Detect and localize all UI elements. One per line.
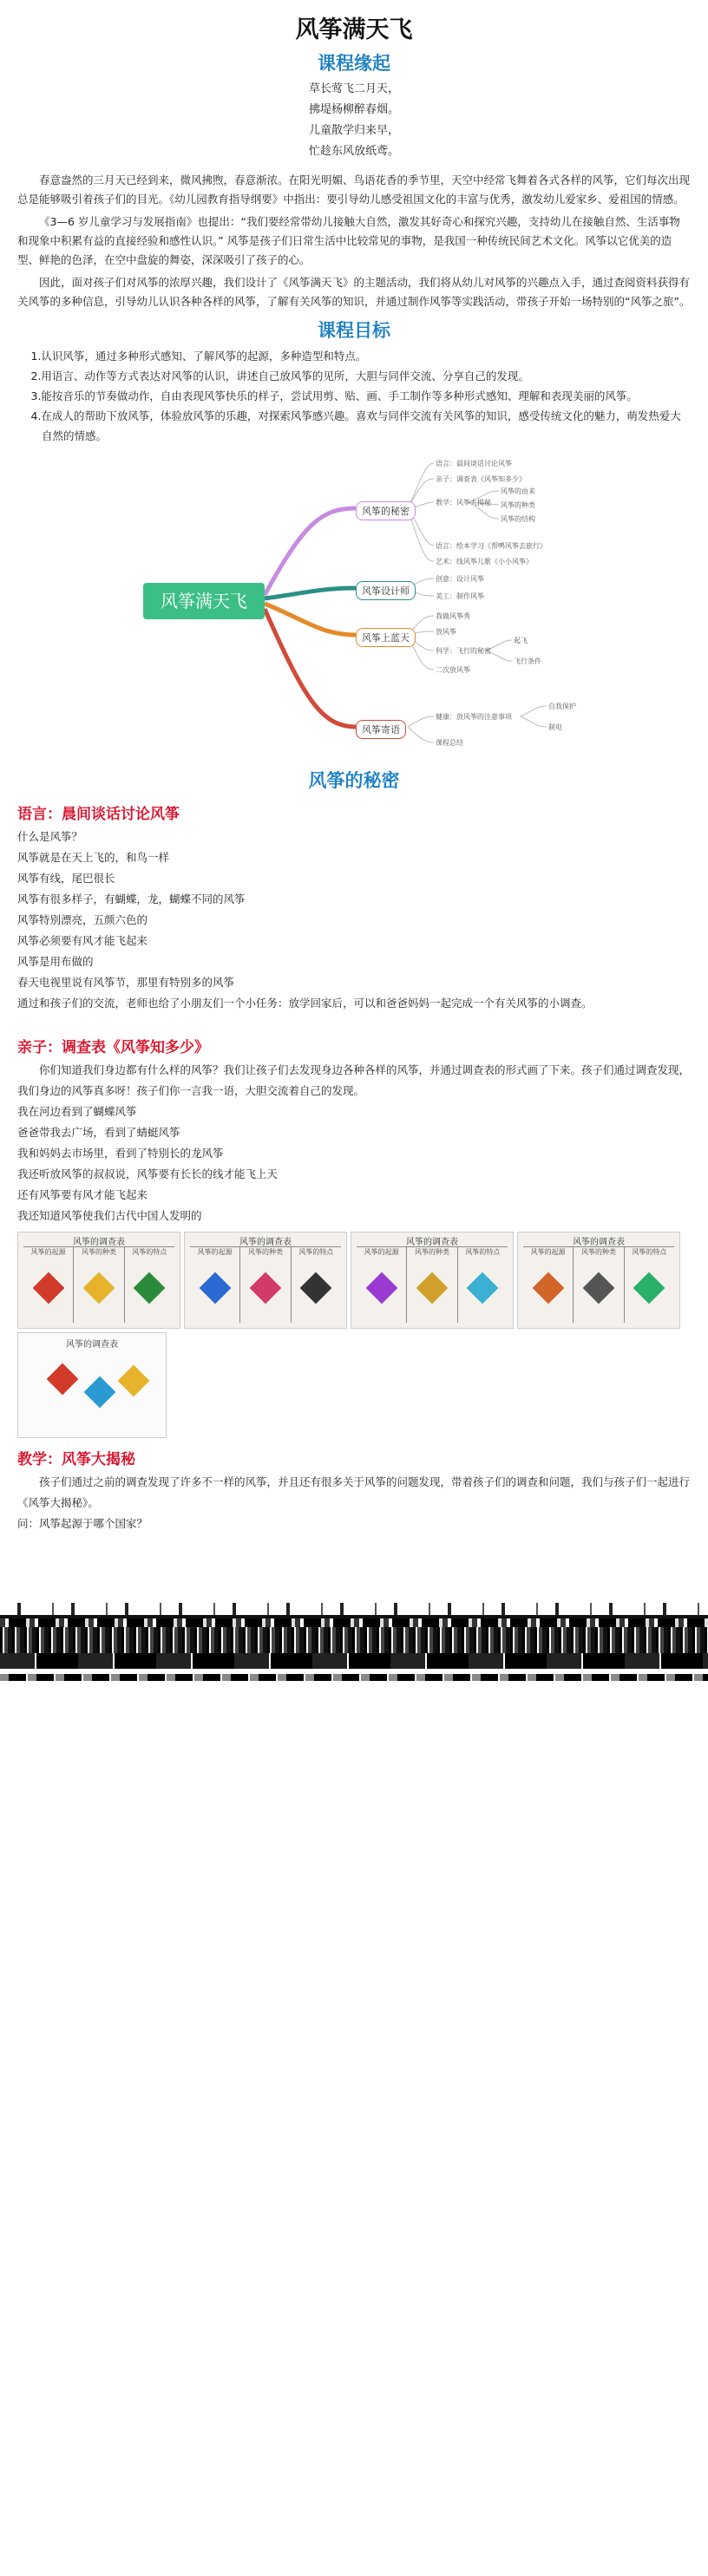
goals-heading: 课程目标 [318,320,390,341]
kite-drawing [532,1272,564,1304]
poem-line: 儿童散学归来早， [308,124,399,137]
survey-photo-row [17,1232,691,1329]
talk-line: 春天电视里说有风筝节，那里有特别多的风筝 [17,976,235,989]
survey-photo-title: 风筝的调查表 [73,1238,125,1247]
kite-drawing [134,1272,166,1304]
talk-line: 风筝就是在天上飞的，和鸟一样 [17,851,170,864]
mindmap-leaf: 飞行条件 [514,657,541,665]
survey-col [23,1247,73,1323]
talk-line: 风筝是用布做的 [17,955,94,968]
survey-col [457,1247,508,1323]
survey-col-label: 风筝的特点 [632,1248,667,1256]
mindmap-leaf: 课程总结 [436,739,463,747]
origin-heading: 课程缘起 [318,53,390,74]
survey-photo-title: 风筝的调查表 [573,1238,625,1247]
survey-col [624,1247,674,1323]
poem-line: 忙趁东风放纸鸢。 [308,145,399,158]
teach-question: 问：风筝起源于哪个国家？ [17,1517,148,1530]
mindmap-leaf: 自我保护 [548,703,576,710]
survey-line: 我在河边看到了蝴蝶风筝 [17,1105,137,1118]
kite-drawing [199,1272,231,1304]
mindmap-leaf: 我做风筝秀 [436,612,470,620]
survey-col-label: 风筝的起源 [364,1248,399,1256]
mindmap-leaf: 起飞 [514,637,528,644]
mindmap-leaf: 语言：晨间谈话讨论风筝 [436,460,512,467]
talk-heading: 语言：晨间谈话讨论风筝 [17,806,180,823]
survey-photo-title: 风筝的调查表 [66,1340,118,1350]
mindmap-leaf: 健康：放风筝的注意事项 [436,713,512,721]
survey-col [291,1247,341,1323]
survey-intro: 你们知道我们身边都有什么样的风筝？我们让孩子们去发现身边各种各样的风筝，并通过调查表的形式画了下来。孩子们通过调查发现，我们身边的风筝真多呀！孩子们你一言我一语，大胆交流着自己的发现。 [17,1063,691,1097]
poem-line: 拂堤杨柳醉春烟。 [308,103,399,116]
goal-item: 1.认识风筝，通过多种形式感知、了解风筝的起源，多种造型和特点。 [30,350,367,363]
talk-line: 风筝有很多样子，有蝴蝶，龙，蝴蝶不同的风筝 [17,892,246,906]
survey-col [190,1247,239,1323]
survey-photo-title: 风筝的调查表 [239,1238,292,1247]
survey-col-label: 风筝的起源 [197,1248,233,1256]
survey-col-label: 风筝的种类 [580,1248,616,1256]
mindmap-leaf: 创意：设计风筝 [436,575,484,583]
survey-table [23,1246,174,1323]
survey-photo-extra [17,1332,167,1438]
mindmap-leaf: 二次放风筝 [436,666,470,674]
survey-col-label: 风筝的特点 [298,1248,334,1256]
survey-col-label: 风筝的特点 [132,1248,167,1256]
origin-paragraph: 因此，面对孩子们对风筝的浓厚兴趣，我们设计了《风筝满天飞》的主题活动，我们将从幼儿对风筝的兴趣点入手，通过查阅资料获得有关风筝的多种信息，引导幼儿认识各种各样的风筝，了解有关风筝的知识，并通过制作风筝等实践活动，带孩子开始一场特别的“风筝之旅”。 [17,276,691,308]
survey-col [357,1247,406,1323]
poem [0,79,708,162]
talk-line: 通过和孩子们的交流，老师也给了小朋友们一个小任务：放学回家后，可以和爸爸妈妈一起完成一个有关风筝的小调查。 [17,997,593,1010]
talk-line: 风筝有线，尾巴很长 [17,872,115,885]
poem-line: 草长莺飞二月天， [308,82,399,95]
goal-item: 2.用语言、动作等方式表达对风筝的认识，讲述自己放风筝的见所，大胆与同伴交流、分享自己的发现。 [30,369,529,382]
survey-line: 爸爸带我去广场，看到了蜻蜓风筝 [17,1126,180,1139]
origin-paragraph: 春意盎然的三月天已经到来，微风拂煦，春意渐浓。在阳光明媚、鸟语花香的季节里，天空中经常飞舞着各式各样的风筝，它们每次出现总是能够吸引着孩子们的目光。《幼儿园教育指导纲要》中指出：要引导幼儿感受祖国文化的丰富与优秀，激发幼儿爱家乡、爱祖国的情感。 [17,173,691,206]
survey-photo [351,1232,514,1329]
mindmap-leaf: 美工：制作风筝 [436,592,484,600]
survey-line: 我还知道风筝使我们古代中国人发明的 [17,1209,202,1222]
kite-drawing [83,1272,115,1304]
kite-drawing [300,1272,332,1304]
kite-drawing [32,1272,64,1304]
kite-drawing [250,1272,282,1304]
kite-drawing [365,1272,397,1304]
origin-paragraph: 《3—6 岁儿童学习与发展指南》也提出：“我们要经常带幼儿接触大自然，激发其好奇心和探究兴趣，支持幼儿在接触自然、生活事物和现象中积累有益的直接经验和感性认识。” 风筝是孩子们日常生活中比较常见的事物，是我国一种传统民间艺术文化。风筝以它优美的造型、鲜艳的色泽，在空中盘旋的舞姿，深深吸引了孩子的心。 [17,215,680,266]
kite-drawing [633,1272,665,1304]
teach-intro: 孩子们通过之前的调查发现了许多不一样的风筝，并且还有很多关于风筝的问题发现，带着孩子们的调查和问题，我们与孩子们一起进行《风筝大揭秘》。 [17,1475,691,1509]
page-title: 风筝满天飞 [295,16,413,43]
mindmap-branch-secret: 风筝的秘密 [356,501,416,520]
survey-photo [17,1232,180,1329]
mindmap-branch-message: 风筝寄语 [356,720,406,739]
mindmap-branch-sky: 风筝上蓝天 [356,628,416,647]
kite-drawing [117,1365,149,1397]
goal-item: 3.能按音乐的节奏做动作，自由表现风筝快乐的样子，尝试用剪、贴、画、手工制作等多种形式感知、理解和表现美丽的风筝。 [30,389,638,402]
talk-line: 什么是风筝？ [17,830,83,843]
kite-drawing [583,1272,615,1304]
secret-heading: 风筝的秘密 [308,770,400,791]
mindmap-leaf: 风筝的种类 [501,501,535,509]
survey-table [357,1246,508,1323]
survey-col-label: 风筝的特点 [465,1248,501,1256]
survey-photo [517,1232,680,1329]
mindmap-leaf: 风筝的由来 [501,487,535,495]
survey-col-label: 风筝的起源 [530,1248,566,1256]
kite-drawing [416,1272,449,1304]
mindmap-leaf: 科学：飞行的秘密 [436,647,491,655]
survey-col [73,1247,123,1323]
survey-table [523,1246,674,1323]
mindmap-center: 风筝满天飞 [143,583,265,619]
survey-heading: 亲子：调查表《风筝知多少》 [17,1039,209,1056]
survey-col-label: 风筝的种类 [81,1248,116,1256]
survey-col [124,1247,174,1323]
talk-line: 风筝特别漂亮，五颜六色的 [17,913,148,926]
mindmap-leaf: 制电 [548,723,562,731]
survey-col [239,1247,290,1323]
goal-item: 4.在成人的帮助下放风筝，体验放风筝的乐趣，对探索风筝感兴趣。喜欢与同伴交流有关风筝的知识，感受传统文化的魅力，萌发热爱大自然的情感。 [30,409,681,442]
survey-line: 我和妈妈去市场里，看到了特别长的龙风筝 [17,1147,224,1160]
render-glitch-band [0,1603,708,1724]
survey-photo [184,1232,347,1329]
course-mindmap [121,454,708,767]
survey-line: 还有风筝要有风才能飞起来 [17,1188,148,1201]
survey-line: 我还听放风筝的叔叔说，风筝要有长长的线才能飞上天 [17,1167,279,1180]
survey-table [190,1246,341,1323]
survey-col-label: 风筝的起源 [30,1248,66,1256]
kite-drawing [83,1376,115,1409]
mindmap-leaf: 亲子：调查表《风筝知多少》 [436,475,526,483]
survey-col [406,1247,456,1323]
mindmap-branch-designer: 风筝设计师 [356,581,416,600]
survey-col [523,1247,573,1323]
mindmap-leaf: 艺术：线风筝儿歌《小小风筝》 [436,558,533,566]
talk-line: 风筝必须要有风才能飞起来 [17,934,148,947]
survey-photo-title: 风筝的调查表 [406,1238,458,1247]
kite-drawing [47,1363,79,1396]
mindmap-leaf: 放风筝 [436,628,456,636]
survey-col-label: 风筝的种类 [414,1248,449,1256]
teach-heading: 教学：风筝大揭秘 [17,1451,135,1468]
mindmap-leaf: 教学：风筝大揭秘 [436,499,491,507]
mindmap-leaf: 语言：绘本学习《帮鸭风筝去旅行》 [436,542,547,550]
survey-col [573,1247,623,1323]
mindmap-leaf: 风筝的结构 [501,515,535,523]
survey-col-label: 风筝的种类 [247,1248,283,1256]
kite-drawing [467,1272,499,1304]
